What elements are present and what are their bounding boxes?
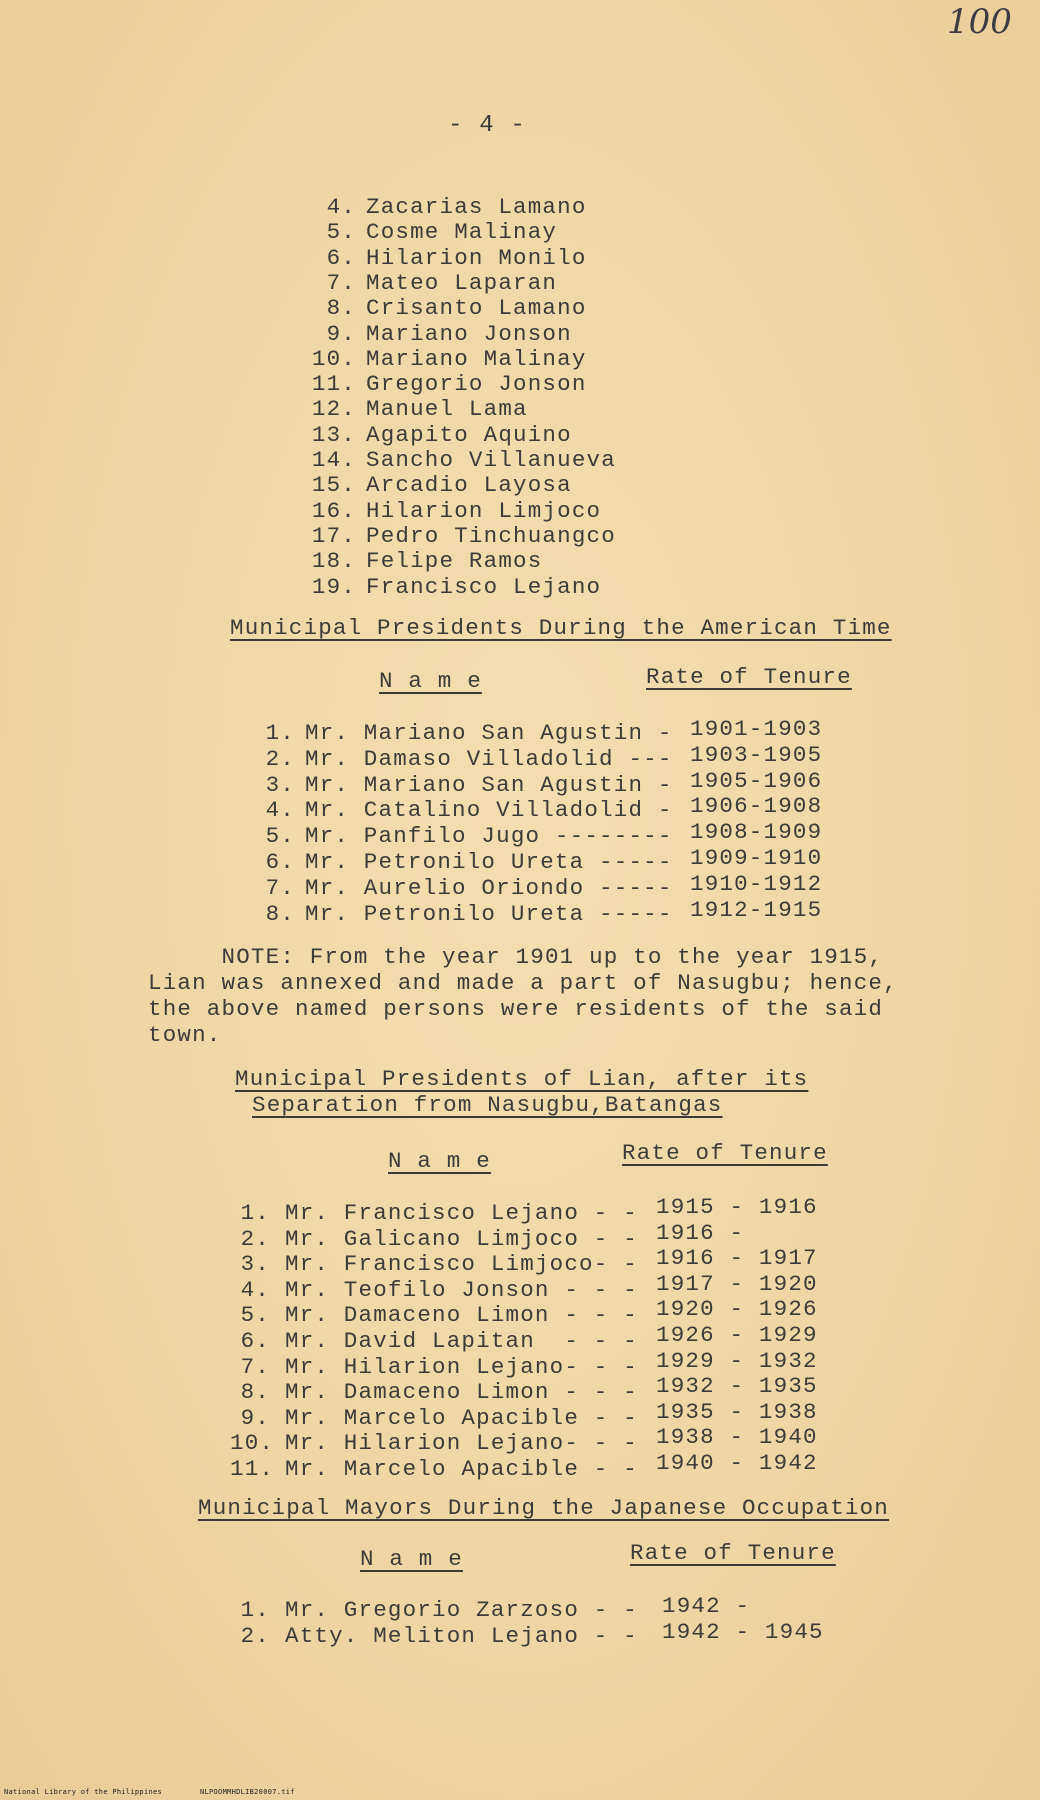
row-tenure: 1916 - 1917 bbox=[656, 1245, 818, 1272]
lian-name-column-header: N a m e bbox=[388, 1148, 491, 1174]
row-name: Mr. Gregorio Zarzoso - - bbox=[285, 1597, 638, 1623]
list-item-name: Francisco Lejano bbox=[366, 573, 602, 600]
list-item-name: Gregorio Jonson bbox=[366, 371, 587, 398]
row-tenure: 1929 - 1932 bbox=[656, 1347, 818, 1374]
row-name: Mr. Francisco Limjoco- - bbox=[285, 1251, 638, 1278]
american-name-column-header: N a m e bbox=[379, 668, 482, 694]
list-item-name: Hilarion Monilo bbox=[366, 244, 587, 271]
row-name: Mr. Teofilo Jonson - - - bbox=[285, 1276, 638, 1303]
row-name: Mr. Damaso Villadolid --- bbox=[305, 745, 673, 772]
list-item-number: 17. bbox=[311, 522, 356, 549]
row-name: Mr. Francisco Lejano - - bbox=[285, 1200, 638, 1226]
row-number: 2. bbox=[240, 1225, 270, 1252]
note-paragraph bbox=[148, 944, 928, 1048]
list-item-number: 19. bbox=[311, 573, 356, 600]
row-name: Mr. Hilarion Lejano- - - bbox=[285, 1353, 638, 1380]
list-item-name: Felipe Ramos bbox=[366, 548, 543, 575]
lian-heading-line1: Municipal Presidents of Lian, after its bbox=[235, 1066, 809, 1092]
row-number: 4. bbox=[265, 797, 295, 824]
footer-file-name: NLPOOMMHDLIB20007.tif bbox=[200, 1788, 295, 1796]
row-name: Mr. Petronilo Ureta ----- bbox=[305, 849, 673, 875]
row-tenure: 1903-1905 bbox=[690, 741, 823, 768]
list-item-number: 8. bbox=[326, 295, 356, 322]
list-item-name: Mateo Laparan bbox=[366, 269, 558, 296]
row-tenure: 1910-1912 bbox=[690, 870, 823, 897]
row-name: Mr. David Lapitan - - - bbox=[285, 1328, 638, 1354]
row-number: 1. bbox=[240, 1597, 270, 1623]
footer-library-credit: National Library of the Philippines bbox=[4, 1788, 163, 1796]
row-name: Mr. Catalino Villadolid - bbox=[305, 797, 673, 824]
row-tenure: 1942 - 1945 bbox=[662, 1619, 824, 1645]
row-name: Mr. Marcelo Apacible - - bbox=[285, 1456, 638, 1482]
row-name: Mr. Hilarion Lejano- - - bbox=[285, 1430, 638, 1457]
list-item-name: Sancho Villanueva bbox=[366, 447, 616, 473]
row-tenure: 1932 - 1935 bbox=[656, 1373, 818, 1400]
row-number: 10. bbox=[230, 1430, 275, 1457]
list-item-name: Pedro Tinchuangco bbox=[366, 522, 616, 549]
row-name: Mr. Mariano San Agustin - bbox=[305, 771, 673, 798]
american-time-heading: Municipal Presidents During the American Time bbox=[230, 615, 892, 641]
japanese-occupation-heading: Municipal Mayors During the Japanese Occupation bbox=[198, 1495, 890, 1521]
row-number: 4. bbox=[240, 1276, 270, 1303]
list-item-name: Mariano Jonson bbox=[366, 320, 572, 347]
row-number: 3. bbox=[265, 771, 295, 798]
row-name: Mr. Mariano San Agustin - bbox=[305, 720, 673, 746]
row-tenure: 1916 - bbox=[656, 1219, 745, 1246]
row-name: Mr. Panfilo Jugo -------- bbox=[305, 823, 673, 850]
american-tenure-column-header: Rate of Tenure bbox=[646, 664, 852, 690]
list-item-name: Zacarias Lamano bbox=[366, 194, 587, 220]
japanese-tenure-column-header: Rate of Tenure bbox=[630, 1540, 836, 1566]
row-number: 7. bbox=[265, 874, 295, 901]
row-name: Mr. Damaceno Limon - - - bbox=[285, 1302, 638, 1329]
list-item-name: Arcadio Layosa bbox=[366, 472, 572, 499]
row-name: Mr. Aurelio Oriondo ----- bbox=[305, 874, 673, 901]
row-number: 6. bbox=[265, 849, 295, 875]
row-tenure: 1920 - 1926 bbox=[656, 1296, 818, 1323]
list-item-number: 7. bbox=[326, 269, 356, 296]
list-item-number: 5. bbox=[326, 219, 356, 246]
row-name: Mr. Galicano Limjoco - - bbox=[285, 1225, 638, 1252]
row-number: 3. bbox=[240, 1251, 270, 1278]
list-item-number: 4. bbox=[326, 194, 356, 220]
list-item-number: 9. bbox=[326, 320, 356, 347]
row-number: 1. bbox=[265, 720, 295, 746]
list-item-number: 15. bbox=[311, 472, 356, 499]
list-item-name: Mariano Malinay bbox=[366, 345, 587, 372]
row-tenure: 1909-1910 bbox=[690, 845, 823, 871]
row-number: 7. bbox=[240, 1353, 270, 1380]
row-number: 5. bbox=[240, 1302, 270, 1329]
list-item-name: Cosme Malinay bbox=[366, 219, 558, 246]
row-tenure: 1938 - 1940 bbox=[656, 1424, 818, 1451]
row-number: 1. bbox=[240, 1200, 270, 1226]
row-number: 9. bbox=[240, 1404, 270, 1431]
row-tenure: 1901-1903 bbox=[690, 716, 823, 742]
list-item-number: 14. bbox=[311, 447, 356, 473]
lian-heading-line2: Separation from Nasugbu,Batangas bbox=[252, 1092, 723, 1118]
row-tenure: 1917 - 1920 bbox=[656, 1270, 818, 1297]
lian-tenure-column-header: Rate of Tenure bbox=[622, 1140, 828, 1166]
list-item-number: 12. bbox=[311, 396, 356, 423]
list-item-name: Hilarion Limjoco bbox=[366, 497, 602, 524]
japanese-name-column-header: N a m e bbox=[360, 1546, 463, 1572]
row-tenure: 1940 - 1942 bbox=[656, 1450, 818, 1476]
row-number: 5. bbox=[265, 823, 295, 850]
row-tenure: 1915 - 1916 bbox=[656, 1194, 818, 1220]
row-tenure: 1906-1908 bbox=[690, 793, 823, 820]
row-tenure: 1942 - bbox=[662, 1593, 751, 1619]
row-tenure: 1912-1915 bbox=[690, 896, 823, 923]
row-name: Mr. Damaceno Limon - - - bbox=[285, 1379, 638, 1406]
list-item-number: 16. bbox=[311, 497, 356, 524]
list-item-number: 18. bbox=[311, 548, 356, 575]
page-number: - 4 - bbox=[448, 112, 527, 139]
row-tenure: 1926 - 1929 bbox=[656, 1322, 818, 1348]
list-item-number: 6. bbox=[326, 244, 356, 271]
list-item-number: 13. bbox=[311, 421, 356, 448]
row-tenure: 1935 - 1938 bbox=[656, 1398, 818, 1425]
row-name: Mr. Marcelo Apacible - - bbox=[285, 1404, 638, 1431]
row-number: 8. bbox=[240, 1379, 270, 1406]
row-number: 11. bbox=[230, 1456, 275, 1482]
list-item-name: Manuel Lama bbox=[366, 396, 528, 423]
note-line: town. bbox=[148, 1022, 222, 1048]
row-number: 8. bbox=[265, 900, 295, 927]
row-name: Mr. Petronilo Ureta ----- bbox=[305, 900, 673, 927]
row-tenure: 1905-1906 bbox=[690, 767, 823, 794]
list-item-number: 11. bbox=[311, 371, 356, 398]
note-line: NOTE: From the year 1901 up to the year 1915, bbox=[148, 944, 884, 970]
list-item-number: 10. bbox=[311, 345, 356, 372]
row-number: 2. bbox=[240, 1623, 270, 1649]
note-line: the above named persons were residents of the said bbox=[148, 996, 884, 1022]
note-line: Lian was annexed and made a part of Nasugbu; hence, bbox=[148, 970, 898, 996]
row-number: 2. bbox=[265, 745, 295, 772]
handwritten-page-number: 100 bbox=[947, 2, 1012, 42]
list-item-name: Agapito Aquino bbox=[366, 421, 572, 448]
list-item-name: Crisanto Lamano bbox=[366, 295, 587, 322]
row-tenure: 1908-1909 bbox=[690, 819, 823, 846]
row-number: 6. bbox=[240, 1328, 270, 1354]
row-name: Atty. Meliton Lejano - - bbox=[285, 1623, 638, 1649]
